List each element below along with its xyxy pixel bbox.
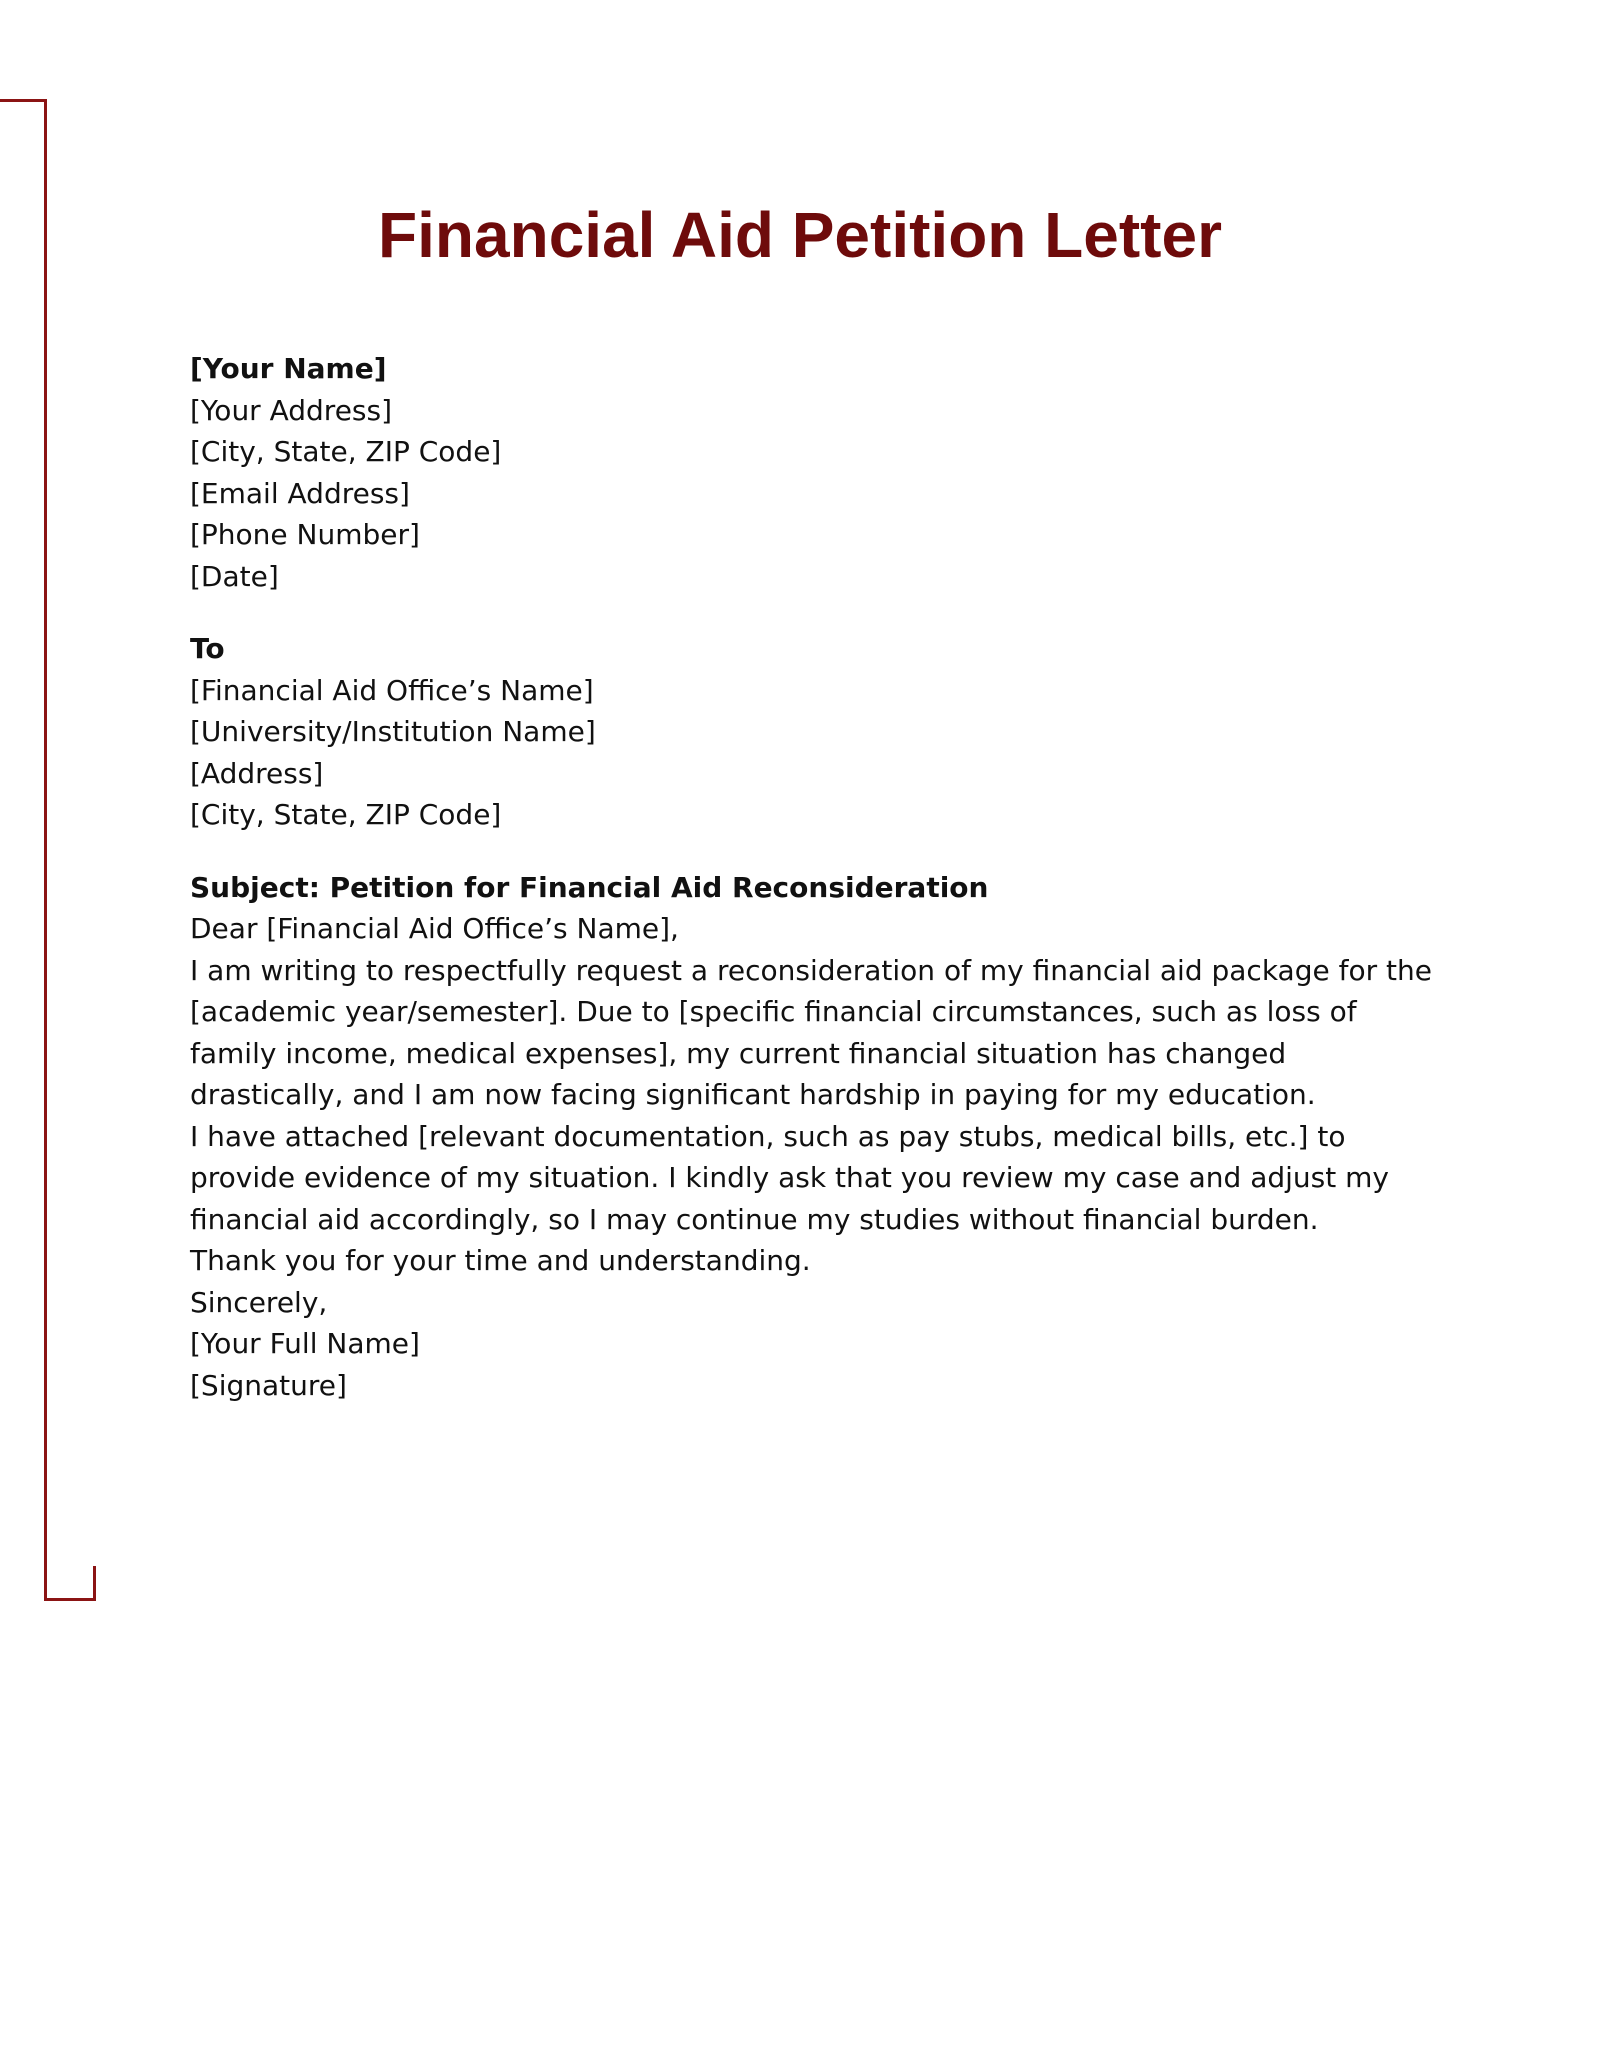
recipient-institution: [University/Institution Name] — [190, 715, 596, 748]
recipient-city-state-zip: [City, State, ZIP Code] — [190, 798, 502, 831]
body-paragraph: I am writing to respectfully request a reconsideration of my financial aid package for the [academic year/semester]. Due to [specific financial circumstances, such as loss of family income, medical expenses], my current financial situation has changed drastically, and I am now facing significant hardship in paying for my education. — [190, 953, 1432, 1111]
body-paragraph: I have attached [relevant documentation, such as pay stubs, medical bills, etc.] to provide evidence of my situation. I kindly ask that you review my case and adjust my financial aid accordingly, so I may continue my studies without financial burden. — [190, 1119, 1389, 1236]
sender-address: [Your Address] — [190, 393, 393, 427]
recipient-block — [190, 628, 1440, 836]
body-paragraph: Thank you for your time and understanding. — [190, 1244, 811, 1277]
decorative-bracket-tick — [93, 1566, 96, 1601]
recipient-address: [Address] — [190, 756, 324, 790]
closing-signature: [Signature] — [190, 1368, 347, 1402]
closing-full-name: [Your Full Name] — [190, 1327, 420, 1360]
closing-valediction: Sincerely, — [190, 1285, 328, 1319]
decorative-bracket-bottom — [44, 1598, 96, 1601]
sender-city-state-zip: [City, State, ZIP Code] — [190, 435, 502, 468]
decorative-bracket-top — [0, 99, 47, 102]
sender-phone: [Phone Number] — [190, 518, 420, 551]
letter-body — [190, 348, 1440, 1406]
letter-subject: Subject: Petition for Financial Aid Reconsideration — [190, 870, 989, 904]
recipient-office-name: [Financial Aid Office’s Name] — [190, 673, 594, 707]
closing-block — [190, 1282, 1440, 1407]
sender-block — [190, 348, 1440, 597]
sender-name: [Your Name] — [190, 352, 387, 385]
decorative-bracket-line — [44, 99, 47, 1601]
recipient-label: To — [190, 632, 225, 665]
sender-email: [Email Address] — [190, 476, 410, 510]
letter-date: [Date] — [190, 559, 279, 593]
letter-salutation: Dear [Financial Aid Office’s Name], — [190, 912, 679, 945]
page-title: Financial Aid Petition Letter — [378, 199, 1222, 271]
